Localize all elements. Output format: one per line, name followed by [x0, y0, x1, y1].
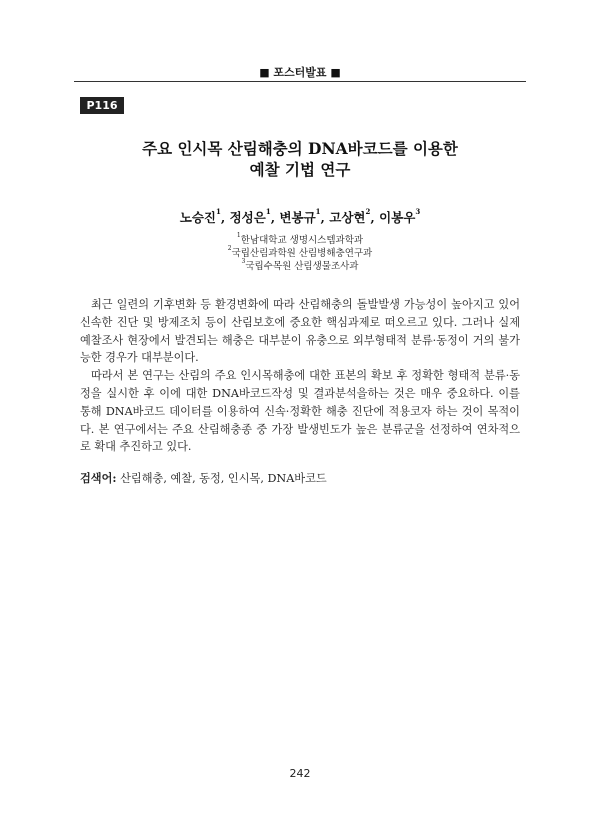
- author-affiliation-mark: 3: [415, 207, 421, 216]
- author-separator: ,: [270, 210, 280, 225]
- affiliation-mark: 3: [241, 258, 246, 265]
- author-separator: ,: [320, 210, 330, 225]
- affiliation: [0, 232, 600, 246]
- paper-id-badge: P116: [80, 97, 124, 114]
- author-list: [0, 208, 600, 226]
- affiliation-mark: 2: [227, 245, 232, 252]
- author-name: 변봉규: [279, 210, 316, 225]
- affiliation: [0, 245, 600, 259]
- affiliation-text: 한남대학교 생명시스템과학과: [240, 235, 364, 246]
- affiliation-text: 국립산림과학원 산림병해충연구과: [231, 248, 373, 259]
- keywords-line: [80, 470, 327, 486]
- header-rule: [74, 81, 526, 82]
- affiliation-mark: 1: [236, 232, 241, 239]
- author-separator: ,: [220, 210, 230, 225]
- title-line-1: 주요 인시목 산림해충의 DNA바코드를 이용한: [142, 139, 458, 158]
- author-name: 노승진: [179, 210, 217, 225]
- keywords-label: 검색어:: [80, 471, 117, 485]
- abstract-paragraph: 따라서 본 연구는 산림의 주요 인시목해충에 대한 표본의 확보 후 정확한 형태적 분류·동정을 실시한 후 이에 대한 DNA바코드작성 및 결과분석을하는 것은 매우 중요하다. 이를 통해 DNA바코드 데이터를 이용하여 신속·정확한 해충 진단에 적용코자 하는 것이 목적이다. 본 연구에서는 주요 산림해충종 중 가장 발생빈도가 높은 분류군을 선정하여 연차적으로 확대 추진하고 있다.: [80, 369, 520, 454]
- author-name: 정성은: [229, 210, 266, 225]
- author-affiliation-mark: 1: [265, 207, 271, 216]
- author-separator: ,: [370, 210, 380, 225]
- title-line-2: 예찰 기법 연구: [249, 160, 351, 179]
- keywords-text: 산림해충, 예찰, 동정, 인시목, DNA바코드: [116, 472, 327, 485]
- author-name: 이봉우: [379, 210, 416, 225]
- abstract-body: [80, 296, 520, 456]
- author-name: 고상현: [329, 210, 366, 225]
- author-affiliation-mark: 2: [365, 207, 371, 216]
- abstract-paragraph: 최근 일련의 기후변화 등 환경변화에 따라 산림해충의 돌발발생 가능성이 높아지고 있어 신속한 진단 및 방제조치 등이 산림보호에 중요한 핵심과제로 떠오르고 있다. 그러나 실제 예찰조사 현장에서 발견되는 해충은 대부분이 유충으로 외부형태적 분류·동정이 거의 불가능한 경우가 대부분이다.: [80, 298, 520, 365]
- author-affiliation-mark: 1: [216, 207, 221, 216]
- author-affiliation-mark: 1: [315, 207, 321, 216]
- affiliation-text: 국립수목원 산림생물조사과: [245, 261, 359, 272]
- affiliation: [0, 258, 600, 272]
- page-number: 242: [289, 767, 311, 780]
- section-header: ■ 포스터발표 ■: [259, 66, 341, 79]
